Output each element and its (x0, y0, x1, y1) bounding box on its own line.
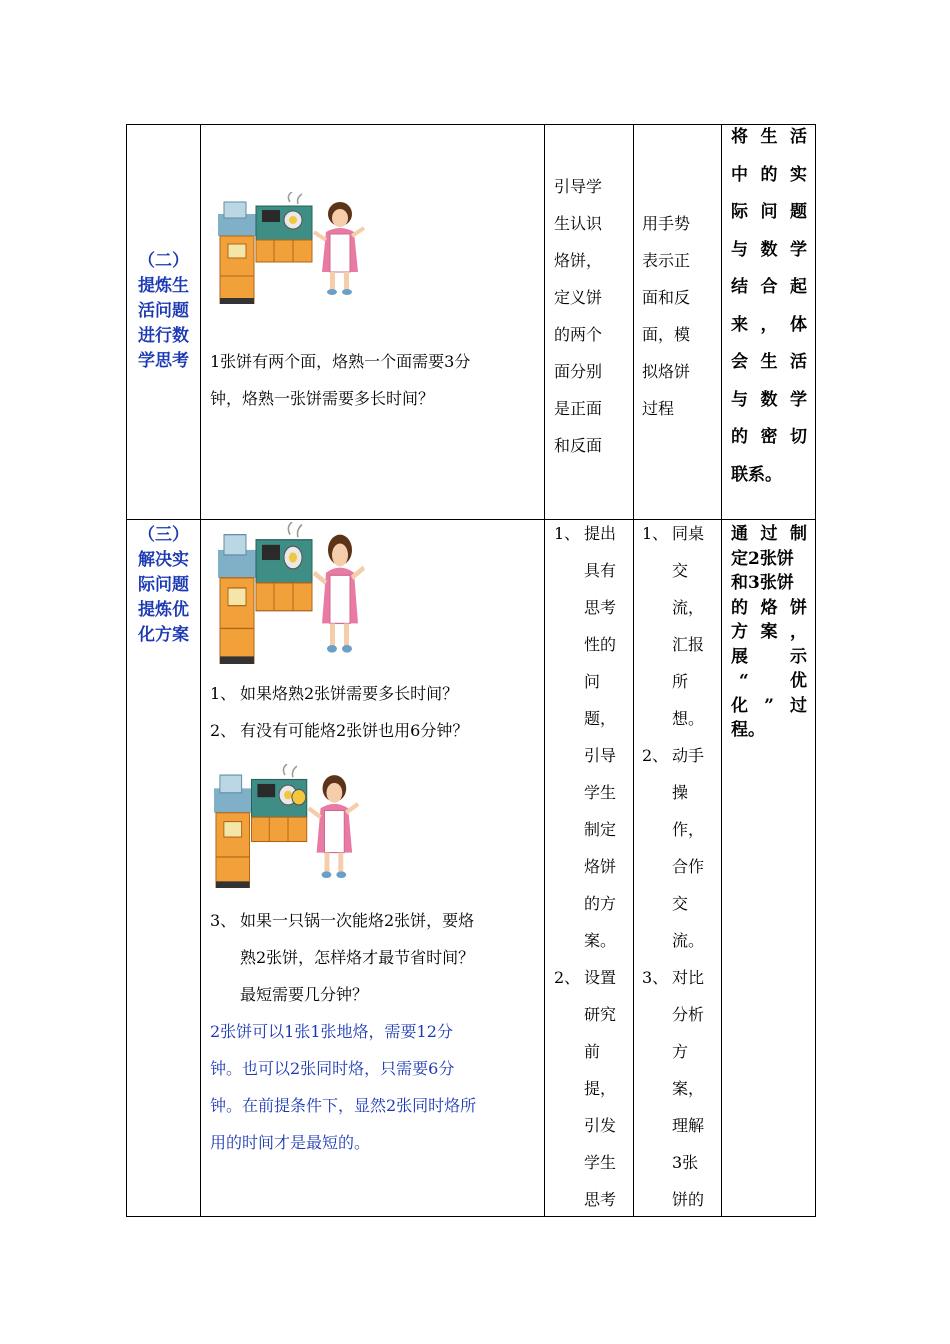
question-1 (210, 675, 542, 712)
stage-title-line: 进行数 (138, 326, 189, 346)
item-number: 2、 (642, 746, 669, 765)
stage-title-line: 活问题 (138, 301, 189, 321)
student-activity (642, 515, 720, 1218)
teacher-line: 和反面 (554, 436, 603, 455)
problem-text (210, 343, 542, 417)
stage-title-line: 化方案 (138, 625, 189, 645)
stage-title-line: 际问题 (138, 575, 189, 595)
item-text: 案。 (584, 931, 617, 950)
item-text: 引发 (584, 1116, 617, 1135)
item-text: 分析 (672, 1005, 705, 1024)
item-text: 对比 (672, 968, 705, 987)
column-divider (721, 124, 722, 1217)
question-number: 1、 (210, 684, 237, 703)
item-text: 学生 (584, 1153, 617, 1172)
question-text: 熟2张饼，怎样烙才最节省时间？ (240, 948, 475, 967)
answer-line: 钟。也可以2张同时烙，只需要6分 (210, 1059, 455, 1078)
intent-line: 将生活 (731, 127, 807, 147)
problem-line: 钟，烙熟一张饼需要多长时间？ (210, 389, 435, 408)
item-text: 合作 (672, 857, 705, 876)
item-text: 案， (672, 1079, 705, 1098)
column-divider (200, 124, 201, 1217)
intent-line: 与数学 (731, 389, 807, 410)
item-text: 前 (584, 1042, 601, 1061)
design-intent (731, 119, 807, 494)
kitchen-illustration (218, 522, 368, 664)
intent-line: 的密切 (731, 427, 807, 447)
item-number: 2、 (554, 968, 581, 987)
item-text: 流。 (672, 931, 705, 950)
student-line: 面和反 (642, 288, 691, 307)
column-divider (633, 124, 634, 1217)
question-number: 2、 (210, 721, 237, 740)
student-line: 表示正 (642, 251, 691, 270)
intent-line: 来，体 (731, 314, 807, 335)
intent-line: 中的实 (731, 164, 807, 185)
problem-line: 1张饼有两个面，烙熟一个面需要3分 (210, 352, 471, 371)
item-text: 想。 (672, 709, 705, 728)
intent-row: 展 示 (731, 646, 807, 667)
question-text: 有没有可能烙2张饼也用6分钟？ (240, 721, 469, 740)
item-text: 提出 (584, 524, 617, 543)
item-number: 1、 (554, 524, 581, 543)
item-text: 问 (584, 672, 601, 691)
student-item-3 (642, 959, 720, 1218)
intent-row: “ 优 (739, 671, 807, 691)
teacher-line: 引导学 (554, 177, 603, 196)
teacher-line: 定义饼 (554, 288, 603, 307)
stage-label-3 (127, 523, 200, 648)
student-line: 拟烙饼 (642, 362, 691, 381)
student-line: 面，模 (642, 325, 691, 344)
item-text: 提， (584, 1079, 617, 1098)
intent-row: 通 过 制 (731, 524, 807, 544)
intent-row: 方 案 ， (731, 622, 807, 642)
item-text: 思考 (584, 598, 617, 617)
item-text: 学生 (584, 783, 617, 802)
table-border-top (126, 124, 816, 125)
question-text: 如果一只锅一次能烙2张饼，要烙 (240, 911, 475, 930)
intent-line: 会生活 (731, 352, 807, 372)
item-text: 理解 (672, 1116, 705, 1135)
student-item-2 (642, 737, 720, 959)
student-line: 用手势 (642, 214, 691, 233)
question-2 (210, 712, 542, 749)
intent-row: 的 烙 饼 (731, 597, 807, 618)
item-text: 烙饼 (584, 857, 617, 876)
stage-title-line: 提炼生 (138, 276, 189, 296)
kitchen-illustration (218, 192, 368, 304)
intent-line: 际问题 (731, 202, 807, 222)
item-text: 流， (672, 598, 705, 617)
item-number: 1、 (642, 524, 669, 543)
stage-title-line: 提炼优 (138, 600, 189, 620)
intent-row: 程。 (731, 720, 765, 740)
answer-line: 用的时间才是最短的。 (210, 1133, 371, 1152)
item-text: 汇报 (672, 635, 705, 654)
column-divider (544, 124, 545, 1217)
item-text: 动手 (672, 746, 705, 765)
item-text: 引导 (584, 746, 617, 765)
table-border-right (815, 124, 816, 1217)
intent-line: 结合起 (731, 277, 807, 297)
design-intent (731, 522, 807, 743)
teacher-item-1 (554, 515, 632, 959)
teacher-line: 烙饼， (554, 251, 603, 270)
item-text: 饼的 (672, 1190, 705, 1209)
teacher-activity (554, 168, 632, 464)
item-text: 作， (672, 820, 705, 839)
item-text: 交 (672, 561, 689, 580)
student-item-1 (642, 515, 720, 737)
item-text: 设置 (584, 968, 617, 987)
question-number: 3、 (210, 911, 237, 930)
student-activity (642, 205, 720, 427)
stage-label-2 (127, 249, 200, 374)
answer-text (210, 1013, 542, 1161)
intent-line: 联系。 (731, 464, 782, 485)
item-text: 3张 (672, 1153, 699, 1172)
answer-line: 2张饼可以1张1张地烙，需要12分 (210, 1022, 453, 1041)
stage-number: （三） (138, 525, 189, 545)
teacher-activity (554, 515, 632, 1218)
item-text: 的方 (584, 894, 617, 913)
question-text: 如果烙熟2张饼需要多长时间？ (240, 684, 459, 703)
teacher-line: 是正面 (554, 399, 603, 418)
teacher-item-2 (554, 959, 632, 1218)
item-text: 同桌 (672, 524, 705, 543)
item-text: 题， (584, 709, 617, 728)
student-line: 过程 (642, 399, 675, 418)
stage-number: （二） (138, 251, 189, 271)
item-text: 方 (672, 1042, 689, 1061)
lesson-plan-table (126, 124, 816, 1217)
item-text: 制定 (584, 820, 617, 839)
stage-title-line: 学思考 (138, 351, 189, 371)
kitchen-illustration-two-cakes (214, 764, 362, 888)
intent-row: 和3张饼 (731, 573, 794, 593)
item-number: 3、 (642, 968, 669, 987)
item-text: 性的 (584, 635, 617, 654)
teacher-line: 的两个 (554, 325, 603, 344)
stage-title-line: 解决实 (138, 550, 189, 570)
item-text: 研究 (584, 1005, 617, 1024)
teacher-line: 生认识 (554, 214, 603, 233)
item-text: 思考 (584, 1190, 617, 1209)
item-text: 操 (672, 783, 689, 802)
intent-row: 定2张饼 (731, 548, 794, 569)
answer-line: 钟。在前提条件下，显然2张同时烙所 (210, 1096, 477, 1115)
item-text: 具有 (584, 561, 617, 580)
questions-block-1 (210, 675, 542, 749)
question-text: 最短需要几分钟？ (240, 985, 369, 1004)
item-text: 交 (672, 894, 689, 913)
intent-row: 化 ” 过 (731, 695, 807, 716)
item-text: 所 (672, 672, 689, 691)
question-3 (210, 902, 542, 1013)
teacher-line: 面分别 (554, 362, 603, 381)
intent-line: 与数学 (731, 239, 807, 260)
